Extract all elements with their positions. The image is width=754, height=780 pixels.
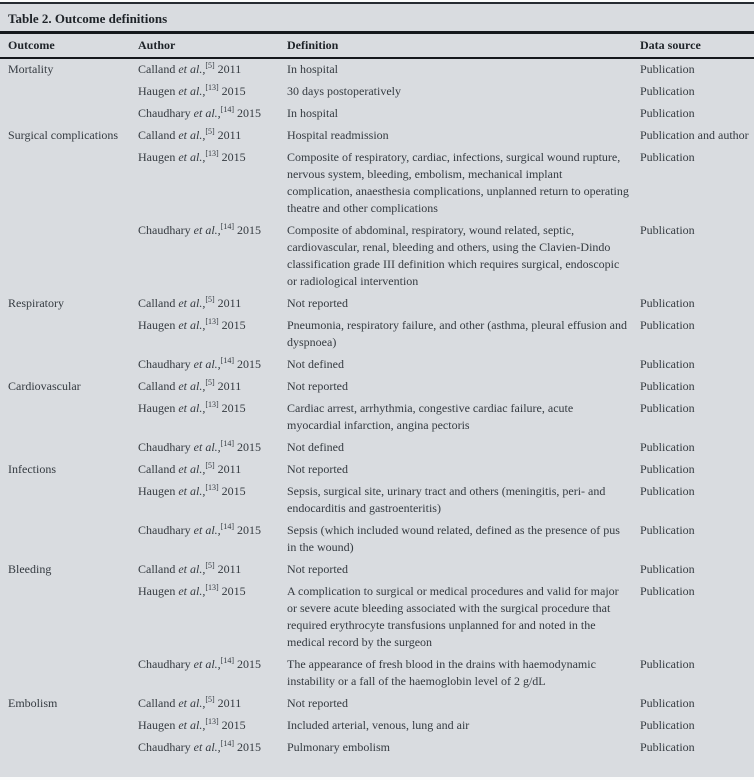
table-row xyxy=(0,559,754,581)
author-year: 2011 xyxy=(217,128,242,142)
data-source-cell: Publication xyxy=(640,84,695,98)
author-year: 2015 xyxy=(236,740,261,754)
reference-superscript: [14] xyxy=(220,522,234,531)
etal-text: et al., xyxy=(178,128,206,142)
author-year: 2011 xyxy=(217,62,242,76)
outcome-cell xyxy=(0,105,138,122)
author-year: 2015 xyxy=(221,84,246,98)
etal-text: et al., xyxy=(178,62,206,76)
reference-superscript: [5] xyxy=(205,295,215,304)
etal-text: et al., xyxy=(178,401,206,415)
table-row xyxy=(0,437,754,459)
author-cell xyxy=(138,83,287,100)
data-source-cell: Publication xyxy=(640,223,695,237)
table-row xyxy=(0,59,754,81)
definition-cell: Not reported xyxy=(287,462,348,476)
etal-text: et al., xyxy=(193,740,221,754)
author-cell xyxy=(138,295,287,312)
outcome-cell xyxy=(0,222,138,290)
table-row xyxy=(0,581,754,654)
author-name: Chaudhary xyxy=(138,440,191,454)
reference-superscript: [14] xyxy=(220,739,234,748)
author-year: 2011 xyxy=(217,562,242,576)
outcome-cell: Mortality xyxy=(8,62,54,76)
table-row xyxy=(0,376,754,398)
outcome-cell xyxy=(0,439,138,456)
author-name: Calland xyxy=(138,462,176,476)
table-row xyxy=(0,715,754,737)
data-source-cell: Publication xyxy=(640,150,695,164)
table-row xyxy=(0,315,754,354)
header-definition: Definition xyxy=(287,38,339,52)
outcome-cell: Surgical complications xyxy=(8,128,119,142)
outcome-cell xyxy=(0,656,138,690)
data-source-cell: Publication xyxy=(640,106,695,120)
data-source-cell: Publication xyxy=(640,562,695,576)
etal-text: et al., xyxy=(178,718,206,732)
author-year: 2015 xyxy=(236,106,261,120)
header-data-source: Data source xyxy=(640,38,701,52)
etal-text: et al., xyxy=(193,440,221,454)
author-year: 2011 xyxy=(217,696,242,710)
author-cell xyxy=(138,105,287,122)
outcome-cell xyxy=(0,149,138,217)
reference-superscript: [14] xyxy=(220,105,234,114)
author-name: Calland xyxy=(138,62,176,76)
data-source-cell: Publication xyxy=(640,379,695,393)
outcome-cell: Infections xyxy=(8,462,56,476)
author-cell xyxy=(138,583,287,651)
author-name: Haugen xyxy=(138,584,176,598)
definition-cell: Cardiac arrest, arrhythmia, congestive cardiac failure, acute myocardial infarction, angina pectoris xyxy=(287,401,574,432)
author-name: Calland xyxy=(138,379,176,393)
reference-superscript: [13] xyxy=(205,717,219,726)
table-row xyxy=(0,481,754,520)
author-name: Calland xyxy=(138,296,176,310)
reference-superscript: [14] xyxy=(220,656,234,665)
author-year: 2015 xyxy=(221,718,246,732)
author-year: 2011 xyxy=(217,462,242,476)
data-source-cell: Publication xyxy=(640,296,695,310)
data-source-cell: Publication xyxy=(640,657,695,671)
author-cell xyxy=(138,717,287,734)
reference-superscript: [5] xyxy=(205,61,215,70)
data-source-cell: Publication xyxy=(640,740,695,754)
author-cell xyxy=(138,127,287,144)
etal-text: et al., xyxy=(193,523,221,537)
reference-superscript: [5] xyxy=(205,461,215,470)
definition-cell: Not defined xyxy=(287,440,344,454)
etal-text: et al., xyxy=(178,584,206,598)
outcome-cell xyxy=(0,317,138,351)
data-source-cell: Publication xyxy=(640,440,695,454)
data-source-cell: Publication xyxy=(640,401,695,415)
outcome-cell xyxy=(0,400,138,434)
etal-text: et al., xyxy=(178,84,206,98)
table-header-row xyxy=(0,34,754,57)
author-name: Calland xyxy=(138,696,176,710)
author-year: 2015 xyxy=(221,150,246,164)
outcome-cell xyxy=(0,83,138,100)
table-row xyxy=(0,354,754,376)
data-source-cell: Publication xyxy=(640,318,695,332)
table-row xyxy=(0,737,754,759)
table-row xyxy=(0,520,754,559)
author-cell xyxy=(138,149,287,217)
reference-superscript: [14] xyxy=(220,356,234,365)
outcome-cell xyxy=(0,583,138,651)
header-outcome: Outcome xyxy=(8,38,55,52)
author-name: Haugen xyxy=(138,484,176,498)
data-source-cell: Publication xyxy=(640,484,695,498)
data-source-cell: Publication xyxy=(640,718,695,732)
data-source-cell: Publication xyxy=(640,357,695,371)
outcome-cell: Cardiovascular xyxy=(8,379,81,393)
author-name: Haugen xyxy=(138,150,176,164)
table-row xyxy=(0,293,754,315)
data-source-cell: Publication xyxy=(640,696,695,710)
author-name: Calland xyxy=(138,562,176,576)
author-cell xyxy=(138,400,287,434)
author-cell xyxy=(138,61,287,78)
reference-superscript: [13] xyxy=(205,317,219,326)
table-row xyxy=(0,654,754,693)
outcome-cell xyxy=(0,717,138,734)
reference-superscript: [5] xyxy=(205,378,215,387)
author-year: 2015 xyxy=(236,223,261,237)
outcome-cell: Respiratory xyxy=(8,296,64,310)
reference-superscript: [14] xyxy=(220,222,234,231)
author-cell xyxy=(138,439,287,456)
etal-text: et al., xyxy=(178,379,206,393)
table-body xyxy=(0,59,754,759)
reference-superscript: [13] xyxy=(205,83,219,92)
author-cell xyxy=(138,522,287,556)
table-row xyxy=(0,147,754,220)
author-year: 2015 xyxy=(221,584,246,598)
author-cell xyxy=(138,378,287,395)
definition-cell: Included arterial, venous, lung and air xyxy=(287,718,470,732)
author-cell xyxy=(138,695,287,712)
author-year: 2011 xyxy=(217,379,242,393)
author-name: Chaudhary xyxy=(138,357,191,371)
definition-cell: A complication to surgical or medical procedures and valid for major or severe acute bleeding associated with the surgical procedure that required erythrocyte transfusions unplanned for and noted in the medical record by the surgeon xyxy=(287,584,619,649)
author-name: Calland xyxy=(138,128,176,142)
author-year: 2015 xyxy=(221,401,246,415)
author-year: 2015 xyxy=(236,523,261,537)
author-cell xyxy=(138,561,287,578)
definition-cell: 30 days postoperatively xyxy=(287,84,401,98)
reference-superscript: [13] xyxy=(205,400,219,409)
reference-superscript: [13] xyxy=(205,149,219,158)
etal-text: et al., xyxy=(193,357,221,371)
definition-cell: Sepsis (which included wound related, defined as the presence of pus in the wound) xyxy=(287,523,620,554)
outcome-cell: Bleeding xyxy=(8,562,52,576)
author-year: 2015 xyxy=(236,440,261,454)
outcome-cell xyxy=(0,483,138,517)
reference-superscript: [13] xyxy=(205,583,219,592)
author-cell xyxy=(138,656,287,690)
etal-text: et al., xyxy=(178,484,206,498)
table-row xyxy=(0,125,754,147)
table-row xyxy=(0,220,754,293)
author-cell xyxy=(138,461,287,478)
reference-superscript: [5] xyxy=(205,695,215,704)
header-author: Author xyxy=(138,38,176,52)
author-name: Chaudhary xyxy=(138,657,191,671)
definition-cell: Not reported xyxy=(287,562,348,576)
data-source-cell: Publication xyxy=(640,62,695,76)
outcome-cell: Embolism xyxy=(8,696,58,710)
author-year: 2015 xyxy=(221,318,246,332)
definition-cell: The appearance of fresh blood in the drains with haemodynamic instability or a fall of the haemoglobin level of 2 g/dL xyxy=(287,657,596,688)
etal-text: et al., xyxy=(178,696,206,710)
data-source-cell: Publication xyxy=(640,584,695,598)
author-year: 2015 xyxy=(221,484,246,498)
table-title: Table 2. Outcome definitions xyxy=(8,11,168,26)
data-source-cell: Publication xyxy=(640,462,695,476)
table-row xyxy=(0,459,754,481)
etal-text: et al., xyxy=(193,106,221,120)
definition-cell: Not reported xyxy=(287,296,348,310)
author-cell xyxy=(138,739,287,756)
author-name: Haugen xyxy=(138,401,176,415)
author-cell xyxy=(138,356,287,373)
author-name: Chaudhary xyxy=(138,523,191,537)
reference-superscript: [5] xyxy=(205,127,215,136)
author-cell xyxy=(138,317,287,351)
data-source-cell: Publication xyxy=(640,523,695,537)
author-year: 2015 xyxy=(236,657,261,671)
definition-cell: Hospital readmission xyxy=(287,128,389,142)
author-name: Chaudhary xyxy=(138,740,191,754)
definition-cell: Not defined xyxy=(287,357,344,371)
table-row xyxy=(0,398,754,437)
definition-cell: Not reported xyxy=(287,696,348,710)
author-cell xyxy=(138,222,287,290)
definition-cell: Composite of respiratory, cardiac, infections, surgical wound rupture, nervous system, bleeding, embolism, mechanical implant complication, anaesthesia complications, unplanned return to operating theatre and other complications xyxy=(287,150,629,215)
definition-cell: In hospital xyxy=(287,62,338,76)
outcome-cell xyxy=(0,739,138,756)
reference-superscript: [14] xyxy=(220,439,234,448)
outcome-cell xyxy=(0,356,138,373)
outcome-cell xyxy=(0,522,138,556)
definition-cell: Pneumonia, respiratory failure, and other (asthma, pleural effusion and dyspnoea) xyxy=(287,318,628,349)
definition-cell: Pulmonary embolism xyxy=(287,740,390,754)
definition-cell: In hospital xyxy=(287,106,338,120)
etal-text: et al., xyxy=(193,657,221,671)
data-source-cell: Publication and author xyxy=(640,128,749,142)
author-year: 2011 xyxy=(217,296,242,310)
author-name: Chaudhary xyxy=(138,223,191,237)
definition-cell: Sepsis, surgical site, urinary tract and others (meningitis, peri- and endocarditis and gastroenteritis) xyxy=(287,484,606,515)
definition-cell: Composite of abdominal, respiratory, wound related, septic, cardiovascular, renal, bleeding and others, using the Clavien-Dindo classification grade III definition which requires surgical, endoscopic or radiological intervention xyxy=(287,223,620,288)
table-row xyxy=(0,103,754,125)
author-name: Haugen xyxy=(138,718,176,732)
definition-cell: Not reported xyxy=(287,379,348,393)
etal-text: et al., xyxy=(178,296,206,310)
reference-superscript: [5] xyxy=(205,561,215,570)
etal-text: et al., xyxy=(178,562,206,576)
etal-text: et al., xyxy=(193,223,221,237)
table-row xyxy=(0,693,754,715)
author-cell xyxy=(138,483,287,517)
author-year: 2015 xyxy=(236,357,261,371)
table-row xyxy=(0,81,754,103)
author-name: Haugen xyxy=(138,318,176,332)
etal-text: et al., xyxy=(178,318,206,332)
author-name: Chaudhary xyxy=(138,106,191,120)
reference-superscript: [13] xyxy=(205,483,219,492)
etal-text: et al., xyxy=(178,462,206,476)
author-name: Haugen xyxy=(138,84,176,98)
etal-text: et al., xyxy=(178,150,206,164)
